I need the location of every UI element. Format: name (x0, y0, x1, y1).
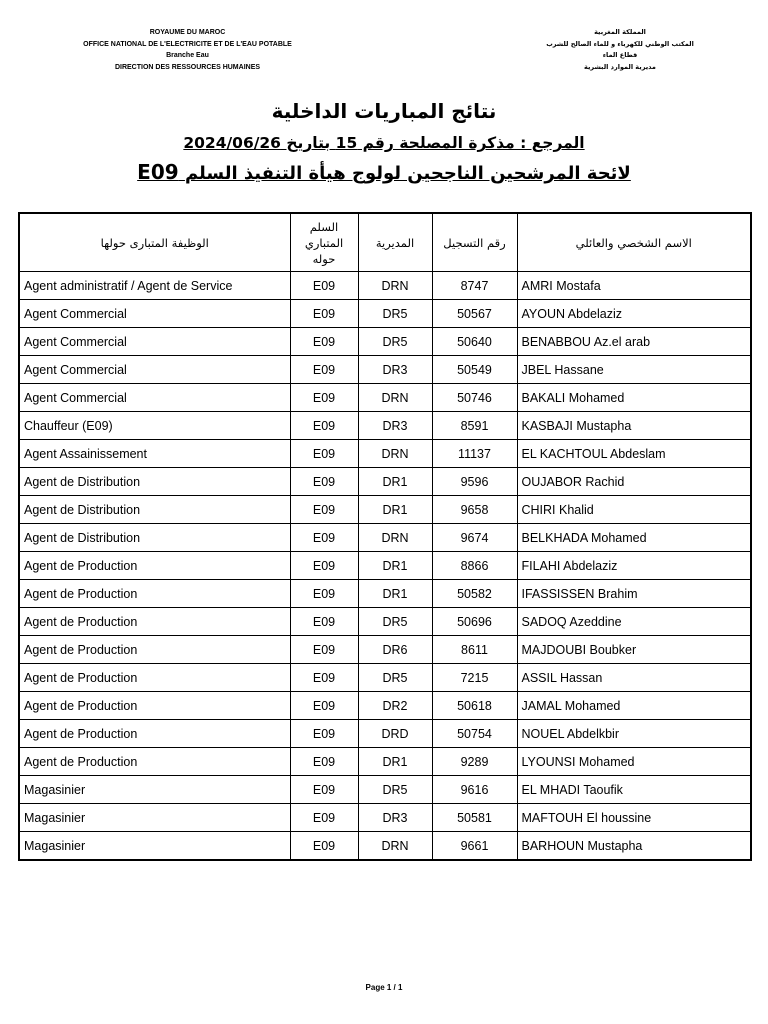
cell-function: Agent Assainissement (19, 440, 290, 468)
cell-registration: 50567 (432, 300, 517, 328)
cell-scale: E09 (290, 552, 358, 580)
cell-direction: DRN (358, 384, 432, 412)
cell-name: EL KACHTOUL Abdeslam (517, 440, 751, 468)
reference-line: المرجع : مذكرة المصلحة رقم 15 بتاريخ 2024/06/26 (183, 134, 585, 152)
cell-scale: E09 (290, 608, 358, 636)
cell-scale: E09 (290, 440, 358, 468)
table-header-row (19, 213, 751, 272)
cell-function: Agent de Production (19, 580, 290, 608)
table-row (19, 524, 751, 552)
header-left-line: DIRECTION DES RESSOURCES HUMAINES (114, 63, 261, 71)
header-left-french (60, 27, 315, 73)
header-scale: السلم المتباري حوله (290, 213, 358, 272)
cell-direction: DR6 (358, 636, 432, 664)
cell-name: OUJABOR Rachid (517, 468, 751, 496)
header-left-line: Branche Eau (166, 52, 209, 59)
results-table (18, 212, 752, 861)
cell-function: Magasinier (19, 832, 290, 861)
cell-scale: E09 (290, 356, 358, 384)
cell-function: Agent de Production (19, 748, 290, 776)
cell-function: Agent Commercial (19, 300, 290, 328)
cell-name: JBEL Hassane (517, 356, 751, 384)
cell-registration: 50581 (432, 804, 517, 832)
header-right-line: مديرية الموارد البشرية (584, 62, 656, 71)
table-row (19, 496, 751, 524)
cell-registration: 9289 (432, 748, 517, 776)
cell-function: Agent de Distribution (19, 468, 290, 496)
cell-registration: 11137 (432, 440, 517, 468)
list-title-code: E09 (137, 160, 179, 184)
table-row (19, 608, 751, 636)
table-row (19, 552, 751, 580)
header-right-arabic (545, 27, 695, 73)
cell-scale: E09 (290, 300, 358, 328)
cell-direction: DRN (358, 832, 432, 861)
table-row (19, 300, 751, 328)
cell-scale: E09 (290, 692, 358, 720)
cell-name: MAFTOUH El houssine (517, 804, 751, 832)
cell-registration: 8747 (432, 272, 517, 300)
cell-direction: DR5 (358, 300, 432, 328)
cell-function: Agent de Production (19, 692, 290, 720)
cell-registration: 50746 (432, 384, 517, 412)
cell-direction: DR1 (358, 748, 432, 776)
cell-registration: 9674 (432, 524, 517, 552)
cell-function: Agent de Production (19, 552, 290, 580)
table-row (19, 580, 751, 608)
cell-direction: DR5 (358, 664, 432, 692)
table-row (19, 748, 751, 776)
table-row (19, 664, 751, 692)
cell-direction: DR1 (358, 552, 432, 580)
cell-direction: DRN (358, 524, 432, 552)
table-row (19, 692, 751, 720)
cell-name: ASSIL Hassan (517, 664, 751, 692)
cell-scale: E09 (290, 720, 358, 748)
cell-registration: 9596 (432, 468, 517, 496)
cell-name: KASBAJI Mustapha (517, 412, 751, 440)
cell-scale: E09 (290, 412, 358, 440)
cell-registration: 50582 (432, 580, 517, 608)
cell-scale: E09 (290, 272, 358, 300)
cell-function: Agent administratif / Agent de Service (19, 272, 290, 300)
cell-registration: 8611 (432, 636, 517, 664)
cell-registration: 50618 (432, 692, 517, 720)
table-row (19, 720, 751, 748)
cell-registration: 9661 (432, 832, 517, 861)
cell-name: LYOUNSI Mohamed (517, 748, 751, 776)
cell-direction: DR5 (358, 328, 432, 356)
cell-scale: E09 (290, 776, 358, 804)
cell-direction: DR2 (358, 692, 432, 720)
cell-direction: DR3 (358, 356, 432, 384)
cell-scale: E09 (290, 524, 358, 552)
cell-name: SADOQ Azeddine (517, 608, 751, 636)
cell-function: Agent de Production (19, 664, 290, 692)
list-title-text: لائحة المرشحين الناجحين لولوج هيأة التنفيذ السلم (184, 163, 631, 184)
cell-direction: DR3 (358, 412, 432, 440)
header-right-line: قطاع الماء (602, 51, 638, 59)
cell-scale: E09 (290, 636, 358, 664)
cell-name: BARHOUN Mustapha (517, 832, 751, 861)
cell-direction: DR1 (358, 580, 432, 608)
cell-registration: 50640 (432, 328, 517, 356)
cell-name: CHIRI Khalid (517, 496, 751, 524)
cell-registration: 8866 (432, 552, 517, 580)
table-row (19, 468, 751, 496)
cell-function: Magasinier (19, 776, 290, 804)
cell-registration: 50549 (432, 356, 517, 384)
cell-direction: DR1 (358, 496, 432, 524)
table-row (19, 328, 751, 356)
table-row (19, 384, 751, 412)
cell-registration: 9658 (432, 496, 517, 524)
cell-name: EL MHADI Taoufik (517, 776, 751, 804)
table-row (19, 440, 751, 468)
cell-scale: E09 (290, 748, 358, 776)
cell-function: Agent de Production (19, 608, 290, 636)
cell-name: IFASSISSEN Brahim (517, 580, 751, 608)
cell-scale: E09 (290, 664, 358, 692)
cell-name: BELKHADA Mohamed (517, 524, 751, 552)
cell-direction: DRN (358, 440, 432, 468)
list-title (0, 160, 768, 184)
cell-function: Agent de Production (19, 720, 290, 748)
page-title: نتائج المباريات الداخلية (271, 99, 497, 123)
cell-direction: DR5 (358, 608, 432, 636)
cell-name: JAMAL Mohamed (517, 692, 751, 720)
cell-function: Agent Commercial (19, 384, 290, 412)
cell-registration: 50696 (432, 608, 517, 636)
header-direction: المديرية (358, 213, 432, 272)
cell-registration: 50754 (432, 720, 517, 748)
cell-registration: 7215 (432, 664, 517, 692)
table-row (19, 272, 751, 300)
header-name: الاسم الشخصي والعائلي (517, 213, 751, 272)
cell-name: NOUEL Abdelkbir (517, 720, 751, 748)
cell-name: BENABBOU Az.el arab (517, 328, 751, 356)
cell-registration: 9616 (432, 776, 517, 804)
cell-scale: E09 (290, 468, 358, 496)
table-row (19, 356, 751, 384)
cell-direction: DRD (358, 720, 432, 748)
table-row (19, 636, 751, 664)
cell-scale: E09 (290, 328, 358, 356)
header-left-line: ROYAUME DU MAROC (149, 29, 226, 36)
cell-name: FILAHI Abdelaziz (517, 552, 751, 580)
cell-function: Agent Commercial (19, 328, 290, 356)
cell-direction: DR1 (358, 468, 432, 496)
cell-function: Chauffeur (E09) (19, 412, 290, 440)
header-right-line: المكتب الوطني للكهرباء و للماء الصالح للشرب (546, 39, 694, 48)
header-left-line: OFFICE NATIONAL DE L'ELECTRICITE ET DE L'EAU POTABLE (83, 40, 292, 48)
cell-scale: E09 (290, 496, 358, 524)
header-registration: رقم التسجيل (432, 213, 517, 272)
cell-direction: DR3 (358, 804, 432, 832)
cell-scale: E09 (290, 580, 358, 608)
cell-function: Agent de Production (19, 636, 290, 664)
cell-scale: E09 (290, 384, 358, 412)
cell-function: Magasinier (19, 804, 290, 832)
table-row (19, 832, 751, 861)
page-number: Page 1 / 1 (365, 983, 403, 992)
header-function: الوظيفة المتبارى حولها (19, 213, 290, 272)
cell-name: BAKALI Mohamed (517, 384, 751, 412)
header-right-line: المملكة المغربية (594, 28, 646, 36)
cell-scale: E09 (290, 804, 358, 832)
cell-registration: 8591 (432, 412, 517, 440)
cell-name: AMRI Mostafa (517, 272, 751, 300)
cell-function: Agent Commercial (19, 356, 290, 384)
cell-direction: DR5 (358, 776, 432, 804)
cell-scale: E09 (290, 832, 358, 861)
table-row (19, 776, 751, 804)
cell-name: MAJDOUBI Boubker (517, 636, 751, 664)
cell-function: Agent de Distribution (19, 496, 290, 524)
cell-name: AYOUN Abdelaziz (517, 300, 751, 328)
table-row (19, 804, 751, 832)
cell-function: Agent de Distribution (19, 524, 290, 552)
cell-direction: DRN (358, 272, 432, 300)
table-row (19, 412, 751, 440)
